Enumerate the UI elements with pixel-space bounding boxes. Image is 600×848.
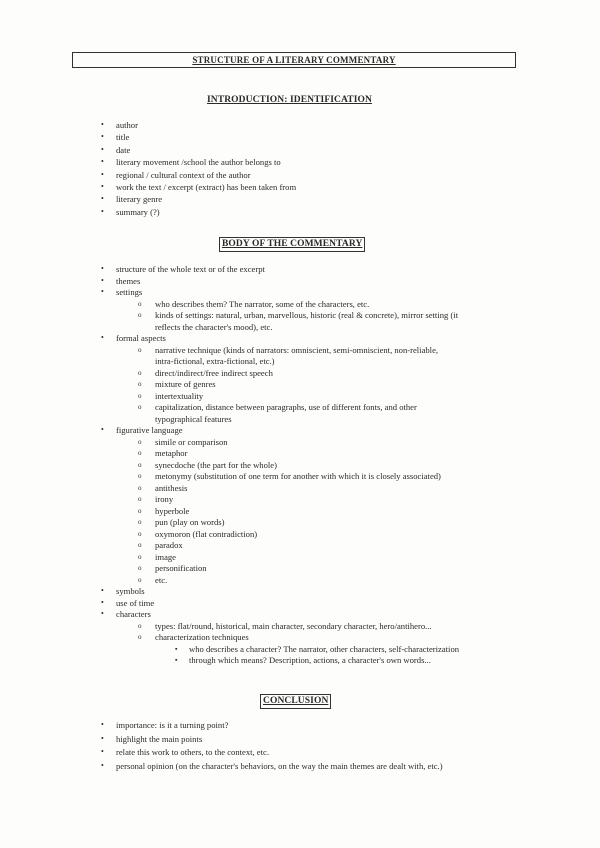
list-item: [101, 206, 160, 217]
list-item-text: personification: [155, 563, 207, 573]
list-item-text: hyperbole: [155, 505, 190, 516]
list-item: [101, 194, 163, 205]
list-item: [138, 344, 439, 355]
list-item: [101, 333, 166, 343]
list-item: [138, 574, 168, 585]
circle-bullet-icon: o: [138, 391, 142, 400]
list-item-text: image: [155, 551, 176, 562]
list-item: [155, 414, 232, 424]
list-item: [101, 425, 183, 435]
bullet-icon: •: [101, 264, 104, 273]
list-item-text: irony: [155, 494, 174, 504]
circle-bullet-icon: o: [138, 345, 142, 354]
circle-bullet-icon: o: [138, 403, 142, 411]
list-item-text: direct/indirect/free indirect speech: [155, 367, 273, 378]
list-item: [138, 528, 258, 539]
list-item-text: highlight the main points: [116, 733, 203, 744]
list-item: [138, 436, 228, 447]
list-item: [138, 367, 273, 378]
list-item-text: use of time: [116, 597, 155, 608]
bullet-icon: •: [101, 733, 104, 743]
list-item-text: who describes them? The narrator, some of the characters, etc.: [155, 298, 370, 309]
list-item-text: figurative language: [116, 425, 183, 435]
bullet-icon: •: [101, 182, 104, 191]
list-item: [101, 760, 443, 771]
bullet-icon: •: [101, 275, 104, 285]
list-item-text: etc.: [155, 574, 168, 585]
list-item-text: summary (?): [116, 206, 160, 217]
bullet-icon: •: [101, 132, 104, 142]
list-item: [138, 471, 441, 481]
list-item-text: intra-fictional, extra-fictional, etc.): [155, 356, 275, 366]
list-item: [101, 287, 143, 297]
list-item: [101, 586, 145, 596]
list-item: [138, 632, 249, 642]
list-item: [138, 390, 204, 401]
list-item-text: date: [116, 144, 131, 155]
list-item: [138, 517, 225, 527]
circle-bullet-icon: o: [138, 621, 142, 630]
list-item: [101, 733, 203, 744]
circle-bullet-icon: o: [138, 564, 142, 572]
bullet-icon: •: [101, 720, 104, 729]
bullet-icon: •: [101, 169, 104, 179]
conclusion-heading: CONCLUSION: [260, 694, 331, 709]
square-bullet-icon: ▪: [175, 656, 178, 664]
square-bullet-icon: ▪: [175, 644, 178, 653]
list-item: [101, 747, 269, 757]
bullet-icon: •: [101, 760, 104, 770]
introduction-heading: INTRODUCTION: IDENTIFICATION: [207, 95, 372, 105]
list-item-text: mixture of genres: [155, 379, 216, 389]
list-item-text: capitalization, distance between paragraphs, use of different fonts, and other: [155, 402, 417, 412]
list-item: [138, 482, 188, 493]
list-item-text: regional / cultural context of the author: [116, 169, 251, 180]
page-title: STRUCTURE OF A LITERARY COMMENTARY: [72, 52, 516, 68]
list-item-text: pun (play on words): [155, 517, 225, 527]
list-item: [175, 643, 460, 654]
list-item-text: literary genre: [116, 194, 163, 205]
list-item-text: characterization techniques: [155, 632, 249, 642]
circle-bullet-icon: o: [138, 575, 142, 584]
circle-bullet-icon: o: [138, 518, 142, 526]
list-item: [138, 505, 190, 516]
list-item: [138, 310, 459, 320]
bullet-icon: •: [101, 144, 104, 154]
list-item-text: structure of the whole text or of the excerpt: [116, 264, 265, 274]
list-item-text: intertextuality: [155, 390, 204, 401]
circle-bullet-icon: o: [138, 368, 142, 377]
bullet-icon: •: [101, 747, 104, 756]
circle-bullet-icon: o: [138, 437, 142, 446]
list-item-text: formal aspects: [116, 333, 166, 343]
bullet-icon: •: [101, 609, 104, 618]
list-item-text: literary movement /school the author belongs to: [116, 157, 281, 168]
circle-bullet-icon: o: [138, 472, 142, 480]
list-item: [101, 264, 265, 274]
list-item-text: author: [116, 120, 138, 130]
list-item-text: typographical features: [155, 413, 232, 424]
list-item: [101, 182, 297, 192]
list-item-text: symbols: [116, 586, 145, 596]
list-item-text: antithesis: [155, 482, 188, 493]
list-item: [175, 655, 431, 665]
bullet-icon: •: [101, 206, 104, 216]
list-item-text: oxymoron (flat contradiction): [155, 528, 258, 539]
list-item: [138, 379, 216, 389]
list-item-text: characters: [116, 609, 151, 619]
list-item: [138, 494, 174, 504]
list-item: [101, 720, 229, 730]
circle-bullet-icon: o: [138, 380, 142, 388]
list-item: [101, 169, 251, 180]
circle-bullet-icon: o: [138, 552, 142, 561]
circle-bullet-icon: o: [138, 460, 142, 469]
bullet-icon: •: [101, 597, 104, 607]
circle-bullet-icon: o: [138, 506, 142, 515]
bullet-icon: •: [101, 425, 104, 434]
list-item-text: settings: [116, 287, 143, 297]
list-item-text: simile or comparison: [155, 436, 228, 447]
list-item: [138, 402, 417, 412]
bullet-icon: •: [101, 333, 104, 342]
list-item-text: narrative technique (kinds of narrators: omniscient, semi-omniscient, non-reliable,: [155, 344, 439, 355]
list-item: [155, 356, 275, 366]
list-item-text: who describes a character? The narrator, other characters, self-characterization: [189, 643, 460, 654]
list-item-text: themes: [116, 275, 141, 286]
circle-bullet-icon: o: [138, 529, 142, 538]
list-item: [101, 132, 130, 143]
list-item-text: synecdoche (the part for the whole): [155, 459, 277, 470]
list-item-text: personal opinion (on the character's behaviors, on the way the main themes are dealt with, etc.): [116, 760, 443, 771]
list-item-text: types: flat/round, historical, main character, secondary character, hero/antihero...: [155, 620, 432, 631]
circle-bullet-icon: o: [138, 495, 142, 503]
body-heading: BODY OF THE COMMENTARY: [219, 237, 365, 252]
list-item-text: reflects the character's mood), etc.: [155, 321, 273, 332]
circle-bullet-icon: o: [138, 299, 142, 308]
list-item-text: paradox: [155, 540, 183, 550]
list-item-text: importance: is it a turning point?: [116, 720, 229, 730]
bullet-icon: •: [101, 120, 104, 129]
bullet-icon: •: [101, 586, 104, 595]
list-item-text: relate this work to others, to the context, etc.: [116, 747, 269, 757]
list-item: [155, 322, 273, 332]
list-item: [101, 275, 141, 286]
list-item: [138, 551, 176, 562]
list-item-text: kinds of settings: natural, urban, marvellous, historic (real & concrete), mirror setting (it: [155, 310, 459, 320]
circle-bullet-icon: o: [138, 541, 142, 549]
list-item: [101, 144, 131, 155]
list-item: [101, 120, 138, 130]
list-item-text: metaphor: [155, 448, 188, 458]
bullet-icon: •: [101, 157, 104, 167]
list-item: [138, 298, 370, 309]
circle-bullet-icon: o: [138, 449, 142, 457]
circle-bullet-icon: o: [138, 311, 142, 319]
list-item: [101, 157, 281, 168]
list-item-text: metonymy (substitution of one term for another with which it is closely associated): [155, 471, 441, 481]
bullet-icon: •: [101, 287, 104, 296]
bullet-icon: •: [101, 194, 104, 204]
list-item: [101, 609, 151, 619]
list-item-text: title: [116, 132, 130, 143]
list-item: [138, 459, 277, 470]
list-item: [101, 597, 155, 608]
circle-bullet-icon: o: [138, 633, 142, 641]
list-item-text: work the text / excerpt (extract) has been taken from: [116, 182, 297, 192]
list-item: [138, 620, 432, 631]
circle-bullet-icon: o: [138, 483, 142, 492]
list-item: [138, 448, 188, 458]
list-item-text: through which means? Description, actions, a character's own words...: [189, 655, 431, 665]
list-item: [138, 540, 183, 550]
list-item: [138, 563, 207, 573]
